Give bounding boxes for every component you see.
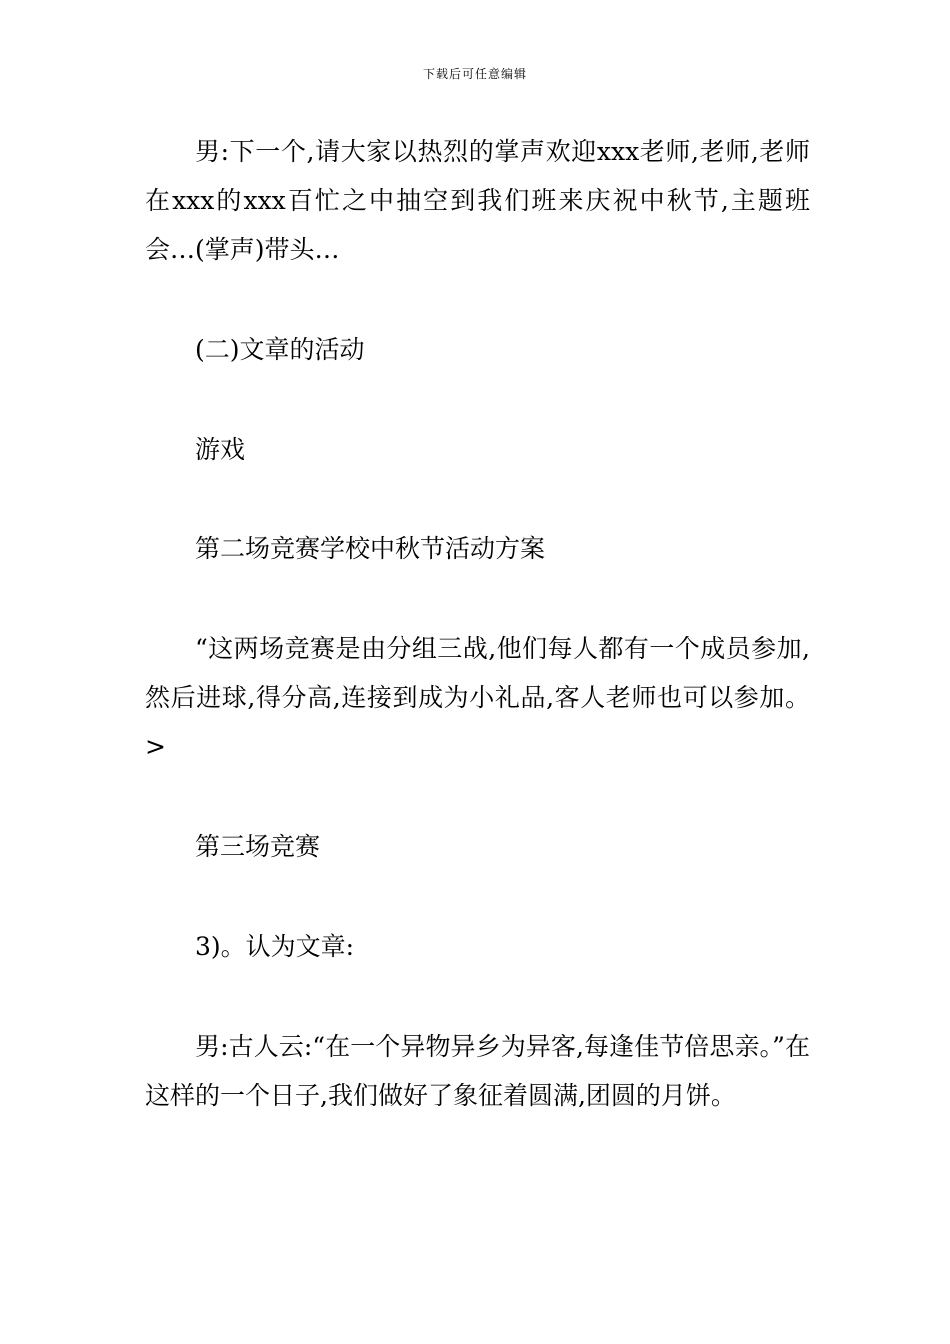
- page-header-note: 下载后可任意编辑: [422, 67, 527, 81]
- paragraph-second-contest: 第二场竞赛学校中秋节活动方案: [195, 534, 546, 563]
- paragraph-third-contest: 第三场竞赛: [195, 832, 321, 861]
- paragraph-contest-rules: “这两场竞赛是由分组三战,他们每人都有一个成员参加,然后进球,得分高,连接到成为小礼品,客人老师也可以参加。>: [145, 634, 810, 761]
- paragraph-host-intro: 男:下一个,请大家以热烈的掌声欢迎xxx老师,老师,老师在xxx的xxx百忙之中抽空到我们班来庆祝中秋节,主题班会…(掌声)带头…: [145, 137, 810, 264]
- paragraph-item-three: 3)。认为文章:: [195, 932, 355, 961]
- paragraph-section-heading: (二)文章的活动: [195, 335, 365, 364]
- paragraph-games: 游戏: [195, 435, 246, 464]
- paragraph-host-closing: 男:古人云:“在一个异物异乡为异客,每逢佳节倍思亲。”在这样的一个日子,我们做好了象征着圆满,团圆的月饼。: [145, 1032, 810, 1110]
